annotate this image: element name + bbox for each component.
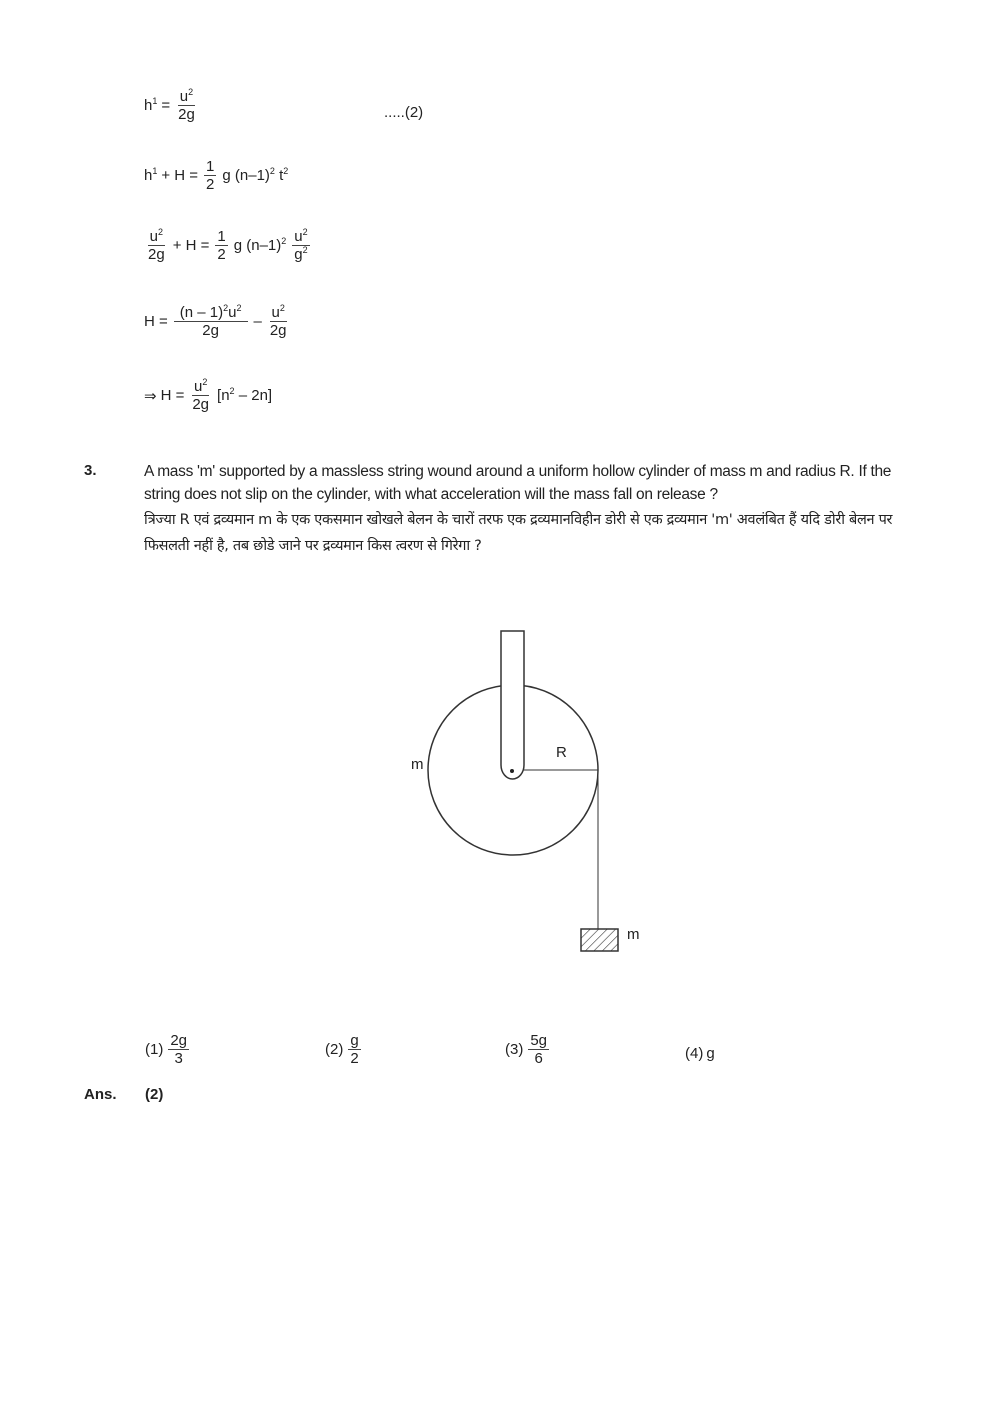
question-text-hindi: त्रिज्या R एवं द्रव्यमान m के एक एकसमान खोखले बेलन के चारों तरफ एक द्रव्यमानविहीन डोरी से एक द्रव्यमान 'm' अवलंबित हैं यदि डोरी बेलन पर फिसलती नहीं है, तब छोडे जाने पर द्रव्यमान किस त्वरण से गिरेगा ? — [144, 512, 893, 554]
question-text-english: A mass 'm' supported by a massless string wound around a uniform hollow cylinder of mass m and radius R. If the string does not slip on the cylinder, with what acceleration will the mass fall on release ? — [144, 463, 892, 503]
radius-label: R — [556, 744, 567, 761]
question-number: 3. — [84, 462, 97, 479]
support-axle — [501, 631, 524, 779]
equation-5: ⇒ H = $\frac{u^2}{2g}$ $[n^2 - 2n]$ — [144, 377, 273, 414]
equation-tag: .....(2) — [384, 104, 424, 121]
option-1[interactable]: (1) $\frac{2g}{3}$ — [145, 1032, 188, 1068]
answer-value: (2) — [145, 1086, 164, 1103]
equation-4: H = $\frac{(n - 1)^2u^2}{2g}$ – $\frac{u^2}{2g}$ — [144, 303, 287, 340]
axle-center — [510, 769, 514, 773]
cylinder-mass-label: m — [411, 756, 424, 773]
equation-3: $\frac{u^2}{2g}$ + H = $\frac{1}{2}$ g $(n-1)^2$ $\frac{u^2}{g^2}$ — [148, 227, 308, 264]
option-3[interactable]: (3) $\frac{5g}{6}$ — [505, 1032, 548, 1068]
equation-1: $h^1$ = $\frac{u^2}{2g}$ — [144, 87, 195, 124]
equation-2: $h^1$ + H = $\frac{1}{2}$ g $(n-1)^2$ $t^2$ — [144, 158, 289, 194]
answer-label: Ans. — [84, 1086, 117, 1103]
option-4[interactable]: (4) g — [685, 1045, 715, 1062]
hanging-mass-block — [581, 929, 618, 951]
option-2[interactable]: (2) $\frac{g}{2}$ — [325, 1032, 359, 1068]
block-mass-label: m — [627, 926, 640, 943]
